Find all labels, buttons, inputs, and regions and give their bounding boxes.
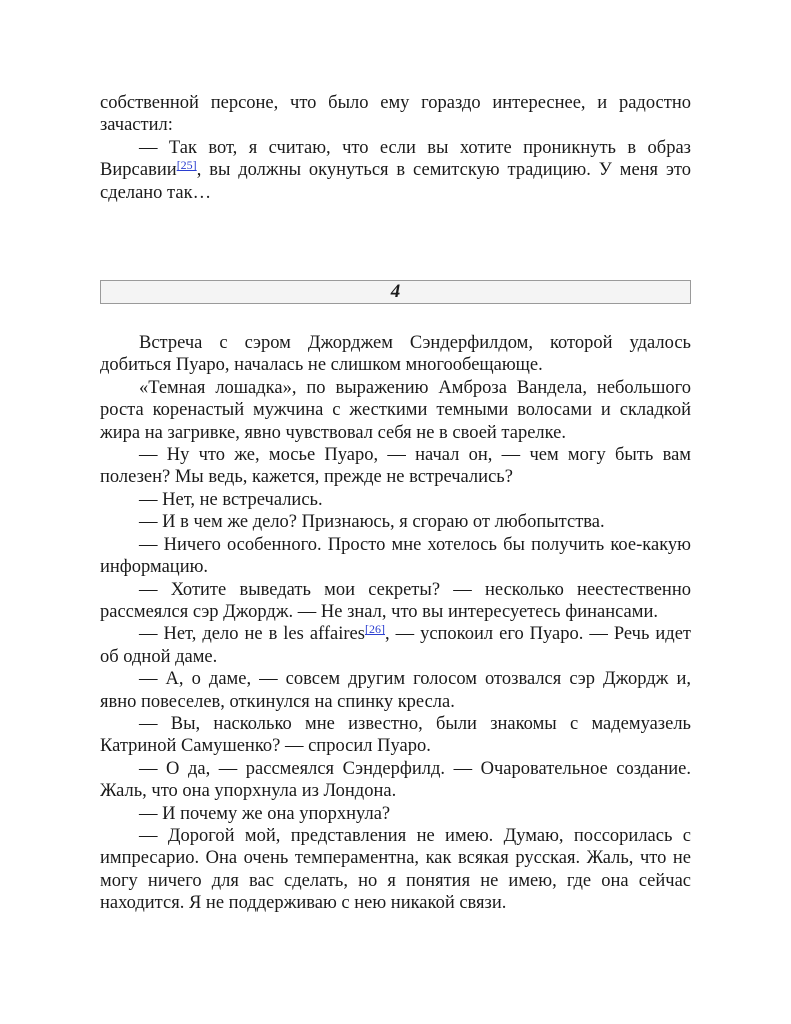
paragraph: — Ну что же, мосье Пуаро, — начал он, — чем могу быть вам полезен? Мы ведь, кажется, прежде не встречались? bbox=[100, 445, 691, 488]
spacer bbox=[100, 204, 691, 280]
paragraph-text: — Так вот, я считаю, что если вы хотите проникнуть в образ Вирсавии bbox=[100, 137, 691, 181]
paragraph: — О да, — рассмеялся Сэндерфилд. — Очаровательное создание. Жаль, что она упорхнула из Лондона. bbox=[100, 758, 691, 802]
paragraph: — И почему же она упорхнула? bbox=[139, 803, 391, 824]
paragraph: — Ничего особенного. Просто мне хотелось бы получить кое-какую информацию. bbox=[100, 534, 691, 578]
paragraph: Встреча с сэром Джорджем Сэндерфилдом, которой удалось добиться Пуаро, началась не слишком многообещающе. bbox=[100, 333, 691, 376]
paragraph: «Темная лошадка», по выражению Амброза Вандела, небольшого роста коренастый мужчина с жесткими темными волосами и складкой жира на загривке, явно чувствовал себя не в своей тарелке. bbox=[100, 377, 691, 443]
paragraph: собственной персоне, что было ему гораздо интереснее, и радостно зачастил: bbox=[100, 93, 691, 136]
chapter-heading: 4 bbox=[100, 280, 691, 304]
paragraph-text: — Нет, дело не в les affaires bbox=[139, 624, 365, 645]
footnote-link-25[interactable]: [25] bbox=[176, 158, 197, 173]
paragraph: — Хотите выведать мои секреты? — несколько неестественно рассмеялся сэр Джордж. — Не знал, что вы интересуетесь финансами. bbox=[100, 579, 691, 622]
paragraph bbox=[100, 137, 691, 204]
footnote-ref bbox=[177, 158, 197, 172]
paragraph: — Вы, насколько мне известно, были знакомы с мадемуазель Катриной Самушенко? — спросил Пуаро. bbox=[100, 713, 691, 757]
spacer bbox=[100, 304, 691, 332]
paragraph bbox=[100, 623, 691, 668]
footnote-ref bbox=[365, 622, 385, 636]
paragraph: — И в чем же дело? Признаюсь, я сгораю от любопытства. bbox=[139, 512, 605, 533]
paragraph: — Нет, не встречались. bbox=[139, 489, 323, 510]
paragraph: — Дорогой мой, представления не имею. Думаю, поссорилась с импресарио. Она очень темпераментна, как всякая русская. Жаль, что не могу ничего для вас сделать, но я понятия не имею, где она сейчас находится. Я не поддерживаю с нею никакой связи. bbox=[100, 825, 691, 914]
paragraph-text: , — успокоил его Пуаро. — Речь идет об одной даме. bbox=[100, 624, 692, 667]
paragraph: — А, о даме, — совсем другим голосом отозвался сэр Джордж и, явно повеселев, откинулся на спинку кресла. bbox=[100, 669, 691, 712]
document-page bbox=[100, 92, 691, 915]
footnote-link-26[interactable]: [26] bbox=[364, 622, 385, 637]
paragraph-text: , вы должны окунуться в семитскую традицию. У меня это сделано так… bbox=[100, 160, 691, 203]
